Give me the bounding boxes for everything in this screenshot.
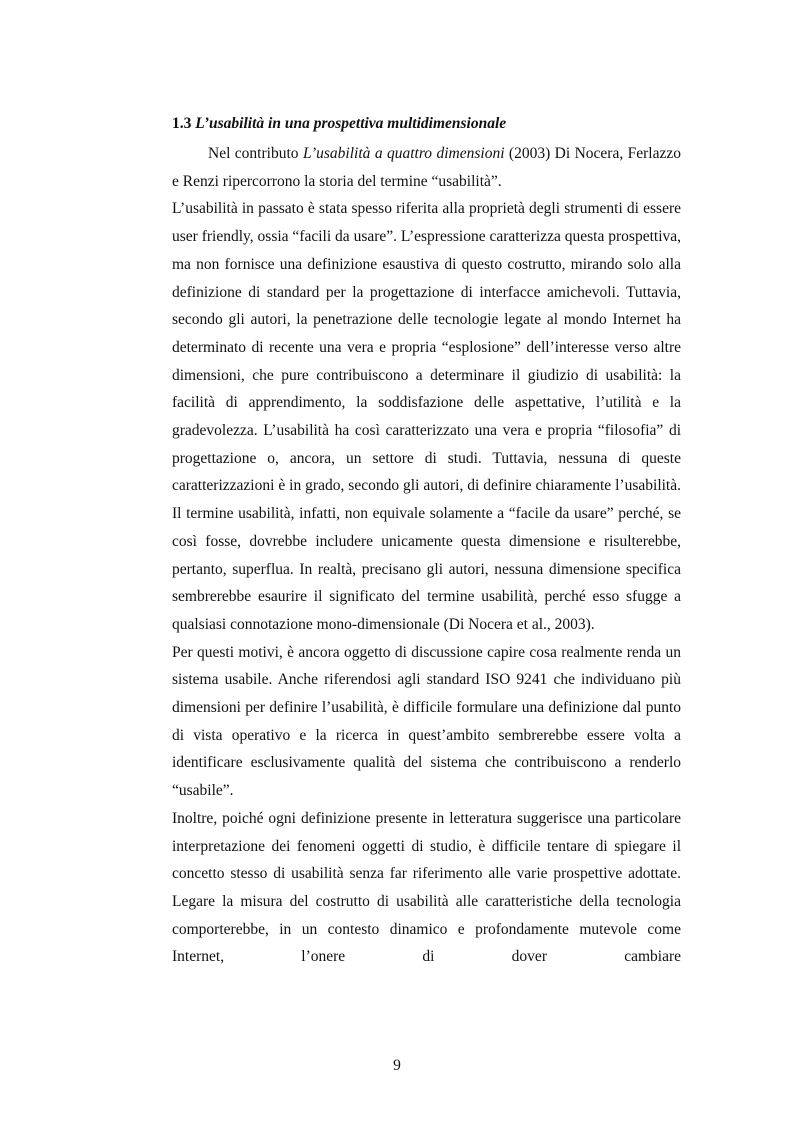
paragraph-1-cited-title: L’usabilità a quattro dimensioni — [302, 145, 505, 162]
section-number: 1.3 — [172, 115, 192, 132]
page-number: 9 — [393, 1057, 401, 1074]
section-heading — [172, 113, 506, 135]
paragraph-1-text-a: Nel contributo — [208, 145, 303, 162]
paragraph-4: Inoltre, poiché ogni definizione presente in letteratura suggerisce una particolare interpretazione dei fenomeni oggetti di studio, è difficile tentare di spiegare il concetto stesso di usabilità senza far riferimento alle varie prospettive adottate. Legare la misura del costrutto di usabilità alle caratteristiche della tecnologia comporterebbe, in un contesto dinamico e profondamente mutevole come Internet, l’onere di dover cambiare — [172, 809, 681, 966]
paragraph-3: Per questi motivi, è ancora oggetto di discussione capire cosa realmente renda un sistema usabile. Anche riferendosi agli standard ISO 9241 che individuano più dimensioni per definire l’usabilità, è difficile formulare una definizione dal punto di vista operativo e la ricerca in quest’ambito sembrerebbe essere volta a identificare esclusivamente qualità del sistema che contribuiscono a renderlo “usabile”. — [172, 643, 681, 800]
section-title: L’usabilità in una prospettiva multidimensionale — [195, 115, 507, 132]
body-text — [172, 140, 681, 971]
paragraph-1-text-b: (2003) Di Nocera, Ferlazzo e Renzi ripercorrono la storia del termine “usabilità”. — [172, 145, 681, 190]
paragraph-2: L’usabilità in passato è stata spesso riferita alla proprietà degli strumenti di essere user friendly, ossia “facili da usare”. L’espressione caratterizza questa prospettiva, ma non fornisce una definizione esaustiva di questo costrutto, mirando solo alla definizione di standard per la progettazione di interfacce amichevoli. Tuttavia, secondo gli autori, la penetrazione delle tecnologie legate al mondo Internet ha determinato di recente una vera e propria “esplosione” dell’interesse verso altre dimensioni, che pure contribuiscono a determinare il giudizio di usabilità: la facilità di apprendimento, la soddisfazione delle aspettative, l’utilità e la gradevolezza. L’usabilità ha così caratterizzato una vera e propria “filosofia” di progettazione o, ancora, un settore di studi. Tuttavia, nessuna di queste caratterizzazioni è in grado, secondo gli autori, di definire chiaramente l’usabilità. Il termine usabilità, infatti, non equivale solamente a “facile da usare” perché, se così fosse, dovrebbe includere unicamente questa dimensione e risulterebbe, pertanto, superflua. In realtà, precisano gli autori, nessuna dimensione specifica sembrerebbe esaurire il significato del termine usabilità, perché esso sfugge a qualsiasi connotazione mono-dimensionale (Di Nocera et al., 2003). — [172, 200, 681, 633]
paragraph-1 — [172, 140, 681, 195]
